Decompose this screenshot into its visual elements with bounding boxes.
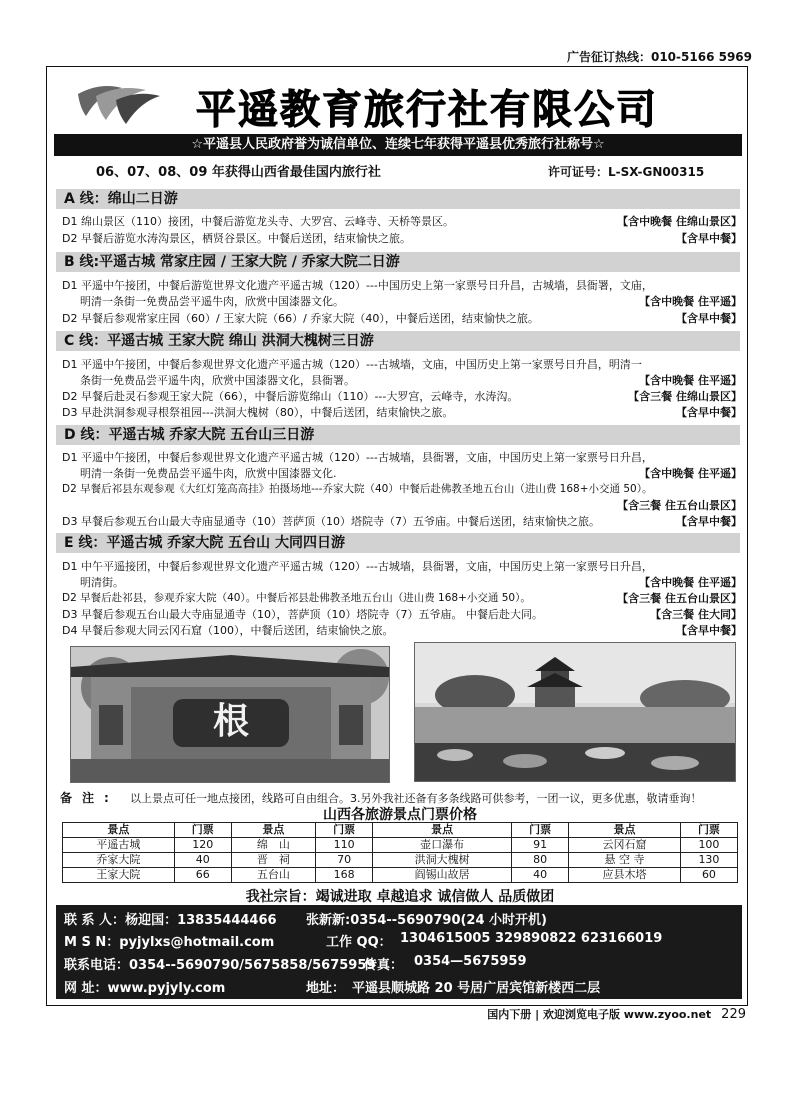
- address-value: 平遥县顺城路 20 号居广居宾馆新楼西二层: [352, 981, 601, 996]
- table-cell: 120: [174, 838, 231, 853]
- page-number: 229: [721, 1007, 746, 1022]
- table-cell: 40: [512, 868, 569, 883]
- table-cell: 168: [316, 868, 373, 883]
- web-label: 网 址：: [64, 981, 108, 996]
- qq-value: 1304615005 329890822 623166019: [400, 931, 663, 946]
- note-text: 以上景点可任一地点接团，线路可自由组合。3.另外我社还备有多条线路可供参考，一团一议，更多优惠，敬请垂询！: [130, 792, 702, 805]
- route-e-day3: D3 早餐后参观五台山最大寺庙显通寺（10），菩萨顶（10）塔院寺（7）五爷庙。 中餐后赴大同。 【含三餐 住大同】: [62, 608, 742, 621]
- msn-label: M S N：: [64, 935, 120, 950]
- table-cell: 100: [680, 838, 737, 853]
- route-d-day2: D2 早餐后祁县东观参观《大红灯笼高高挂》拍摄场地---乔家大院（40）中餐后赴佛教圣地五台山（进山费 168+小交通 50）。: [62, 483, 653, 495]
- contact-tel-row: [64, 954, 527, 973]
- table-cell: 60: [680, 868, 737, 883]
- honor-banner: ☆平遥县人民政府誉为诚信单位、连续七年获得平遥县优秀旅行社称号☆: [54, 134, 742, 156]
- price-table-title: 山西各旅游景点门票价格: [323, 807, 477, 823]
- header-cell: 门票: [316, 823, 373, 838]
- header-cell: 门票: [512, 823, 569, 838]
- route-b-day1: D1 平遥中午接团，中餐后游览世界文化遗产平遥古城（120）---中国历史上第一家票号日升昌，古城墙，县衙署，文庙，: [62, 279, 653, 292]
- award-text: 06、07、08、09 年获得山西省最佳国内旅行社: [96, 165, 381, 180]
- route-d-day3: D3 早餐后参观五台山最大寺庙显通寺（10）菩萨顶（10）塔院寺（7）五爷庙。中餐后送团，结束愉快之旅。 【含早中餐】: [62, 515, 742, 528]
- price-table-header: [63, 823, 738, 838]
- header-cell: 景点: [231, 823, 315, 838]
- route-b-day2: D2 早餐后参观常家庄园（60）/ 王家大院（66）/ 乔家大院（40），中餐后送团，结束愉快之旅。 【含早中餐】: [62, 312, 742, 325]
- header-cell: 门票: [680, 823, 737, 838]
- table-row: [63, 838, 738, 853]
- table-cell: 绵 山: [231, 838, 315, 853]
- page-footer: [487, 1006, 746, 1022]
- table-cell: 40: [174, 853, 231, 868]
- pavilion-lake-photo: [414, 642, 736, 782]
- route-e-day1: D1 中午平遥接团，中餐后参观世界文化遗产平遥古城（120）---古城墙，县衙署，文庙，中国历史上第一家票号日升昌，: [62, 560, 653, 573]
- table-cell: 平遥古城: [63, 838, 175, 853]
- company-name: 平遥教育旅行社有限公司: [196, 87, 658, 133]
- address-label: 地址：: [306, 981, 346, 996]
- table-cell: 云冈石窟: [569, 838, 681, 853]
- table-cell: 阎锡山故居: [373, 868, 512, 883]
- pavilion-illustration: [415, 643, 735, 781]
- table-cell: 66: [174, 868, 231, 883]
- table-cell: 悬 空 寺: [569, 853, 681, 868]
- fax-label: 传真：: [364, 958, 404, 973]
- route-d-day1: D1 平遥中午接团，中餐后参观世界文化遗产平遥古城（120）---古城墙，县衙署，文庙，中国历史上第一家票号日升昌，: [62, 451, 653, 464]
- table-row: [63, 853, 738, 868]
- contact-msn-row: [64, 931, 663, 950]
- route-e-day4: D4 早餐后参观大同云冈石窟（100），中餐后送团，结束愉快之旅。 【含早中餐】: [62, 624, 742, 637]
- ad-hotline: 广告征订热线：010-5166 5969: [566, 50, 752, 64]
- contact-person-row: [64, 909, 547, 928]
- footer-text: 国内下册 | 欢迎浏览电子版 www.zyoo.net: [487, 1008, 712, 1021]
- web-value[interactable]: www.pyjyly.com: [107, 981, 226, 996]
- header-cell: 景点: [569, 823, 681, 838]
- route-a-day2: D2 早餐后游览水涛沟景区，栖贤谷景区。中餐后送团，结束愉快之旅。 【含早中餐】: [62, 232, 742, 245]
- route-e-day1-cont: 明清街。 【含中晚餐 住平遥】: [80, 576, 742, 589]
- table-cell: 应县木塔: [569, 868, 681, 883]
- qq-label: 工作 QQ：: [326, 935, 392, 950]
- route-c-title: C 线：平遥古城 王家大院 绵山 洪洞大槐树三日游: [56, 331, 740, 351]
- route-d-title: D 线：平遥古城 乔家大院 五台山三日游: [56, 425, 740, 445]
- price-table: [62, 822, 738, 883]
- table-cell: 王家大院: [63, 868, 175, 883]
- table-cell: 110: [316, 838, 373, 853]
- table-row: [63, 868, 738, 883]
- header-cell: 门票: [174, 823, 231, 838]
- header-cell: 景点: [63, 823, 175, 838]
- header-cell: 景点: [373, 823, 512, 838]
- table-cell: 乔家大院: [63, 853, 175, 868]
- route-d-day1-cont: 明清一条街一免费品尝平遥牛肉，欣赏中国漆器文化. 【含中晚餐 住平遥】: [80, 467, 742, 480]
- table-cell: 130: [680, 853, 737, 868]
- table-cell: 70: [316, 853, 373, 868]
- table-cell: 91: [512, 838, 569, 853]
- route-b-title: B 线:平遥古城 常家庄园 / 王家大院 / 乔家大院二日游: [56, 252, 740, 272]
- contact-block: [56, 905, 742, 999]
- table-cell: 80: [512, 853, 569, 868]
- route-e-title: E 线：平遥古城 乔家大院 五台山 大同四日游: [56, 533, 740, 553]
- ancestral-gate-photo: [70, 646, 390, 783]
- route-e-day2: D2 早餐后赴祁县，参观乔家大院（40）。中餐后祁县赴佛教圣地五台山（进山费 168+小交通 50）。 【含三餐 住五台山景区】: [62, 592, 742, 605]
- route-c-day1-cont: 条街一免费品尝平遥牛肉，欣赏中国漆器文化，县衙署。 【含中晚餐 住平遥】: [80, 374, 742, 387]
- contact-web-row: [64, 977, 601, 996]
- msn-value[interactable]: pyjylxs@hotmail.com: [119, 935, 275, 950]
- route-a-day1: D1 绵山景区（110）接团，中餐后游览龙头寺、大罗宫、云峰寺、天桥等景区。 【含中晚餐 住绵山景区】: [62, 215, 742, 228]
- company-motto: 我社宗旨：竭诚进取 卓越追求 诚信做人 品质做团: [245, 889, 555, 905]
- route-c-day1: D1 平遥中午接团，中餐后参观世界文化遗产平遥古城（120）---古城墙，文庙，中国历史上第一家票号日升昌，明清一: [62, 358, 642, 371]
- license-number: 许可证号：L-SX-GN00315: [548, 165, 705, 179]
- route-a-title: A 线：绵山二日游: [56, 189, 740, 209]
- route-c-day2: D2 早餐后赴灵石参观王家大院（66），中餐后游览绵山（110）---大罗宫，云峰寺，水涛沟。 【含三餐 住绵山景区】: [62, 390, 742, 403]
- contact-person-label: 联 系 人：: [64, 913, 126, 928]
- contact-person2: 张新新:0354--5690790(24 小时开机): [306, 913, 547, 928]
- route-b-day1-cont: 明清一条街一免费品尝平遥牛肉，欣赏中国漆器文化。 【含中晚餐 住平遥】: [80, 295, 742, 308]
- tel-value: 0354--5690790/5675858/5675959: [129, 958, 376, 973]
- contact-person: 杨迎国：13835444466: [125, 913, 277, 928]
- tel-label: 联系电话：: [64, 958, 130, 973]
- table-cell: 洪洞大槐树: [373, 853, 512, 868]
- note-label: 备注:: [60, 791, 119, 805]
- route-c-day3: D3 早赴洪洞参观寻根祭祖园---洪洞大槐树（80），中餐后送团，结束愉快之旅。 【含早中餐】: [62, 406, 742, 419]
- gate-sign-text: 根: [212, 701, 249, 742]
- table-cell: 五台山: [231, 868, 315, 883]
- table-cell: 晋 祠: [231, 853, 315, 868]
- fax-value: 0354—5675959: [414, 954, 527, 969]
- table-cell: 壶口瀑布: [373, 838, 512, 853]
- company-logo-icon: [60, 74, 170, 132]
